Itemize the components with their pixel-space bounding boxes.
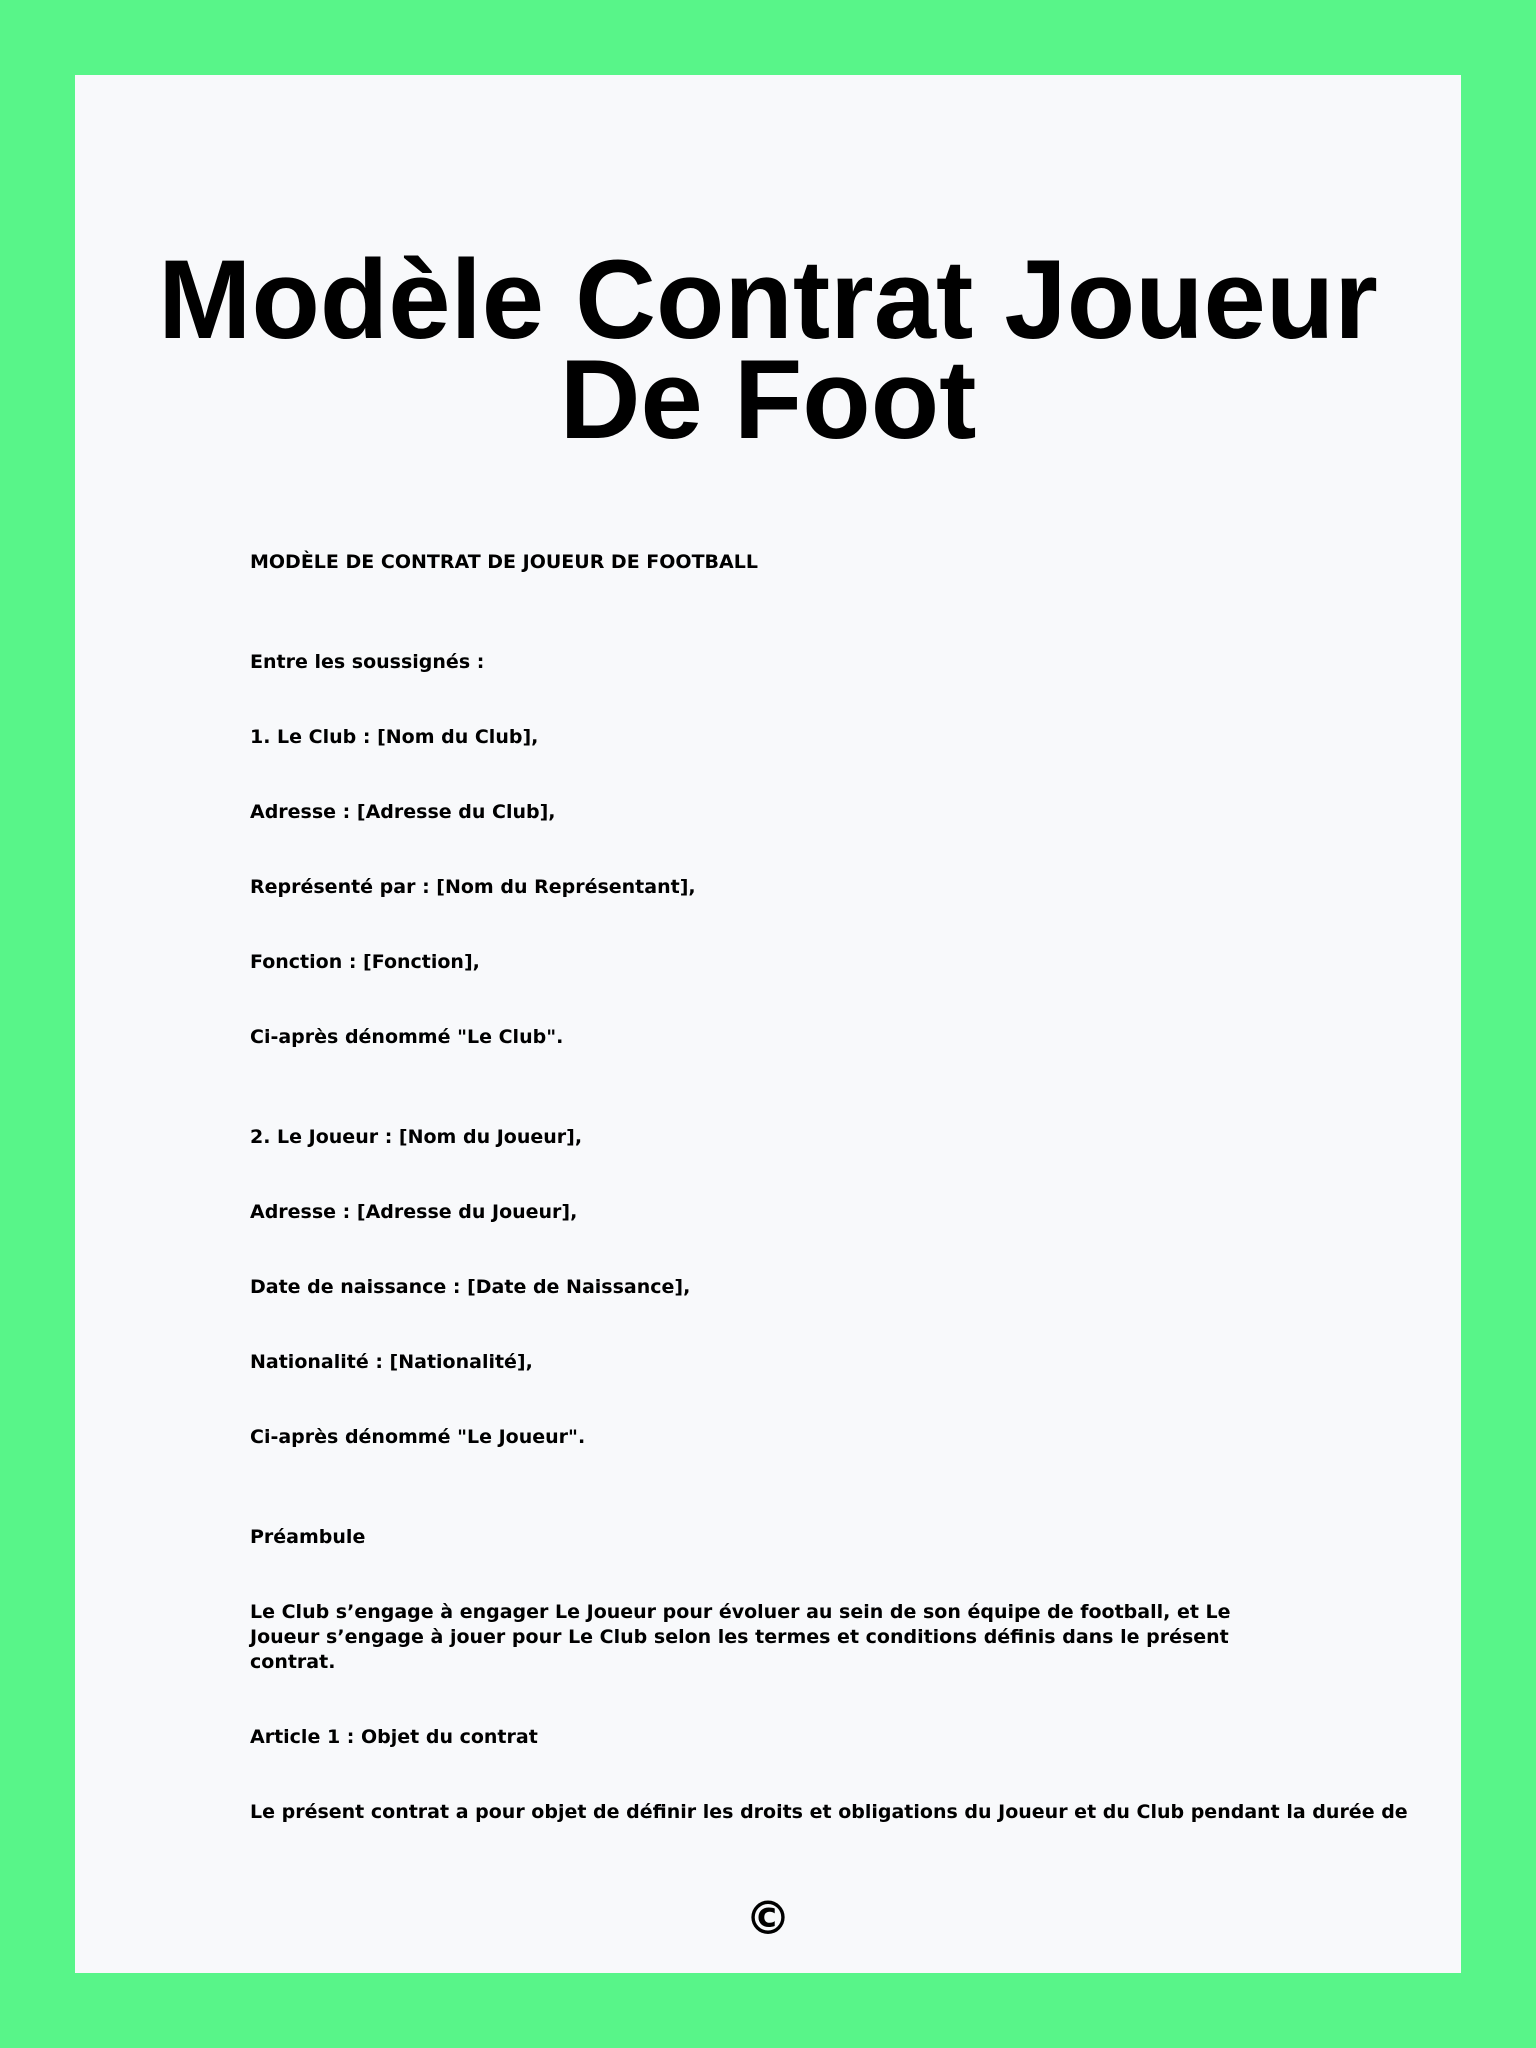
article-1-text: Le présent contrat a pour objet de définir les droits et obligations du Joueur et du Club pendant la durée de <box>250 1801 1408 1823</box>
preamble-text: Le Club s’engage à engager Le Joueur pour évoluer au sein de son équipe de football, et Le Joueur s’engage à jouer pour Le Club selon les termes et conditions définis dans le présent contrat. <box>250 1601 1231 1673</box>
club-designation-line: Ci-après dénommé "Le Club". <box>250 1026 564 1048</box>
club-address-line: Adresse : [Adresse du Club], <box>250 801 556 823</box>
player-name-line: 2. Le Joueur : [Nom du Joueur], <box>250 1126 583 1148</box>
player-designation-line: Ci-après dénommé "Le Joueur". <box>250 1426 586 1448</box>
document-page <box>75 75 1461 1973</box>
copyright-icon: © <box>745 1891 791 1945</box>
page-title: Modèle Contrat Joueur De Foot <box>158 237 1378 462</box>
club-function-line: Fonction : [Fonction], <box>250 951 480 973</box>
club-representative-line: Représenté par : [Nom du Représentant], <box>250 876 696 898</box>
preamble-heading: Préambule <box>250 1526 366 1548</box>
player-birthdate-line: Date de naissance : [Date de Naissance], <box>250 1276 691 1298</box>
player-nationality-line: Nationalité : [Nationalité], <box>250 1351 533 1373</box>
club-name-line: 1. Le Club : [Nom du Club], <box>250 726 539 748</box>
intro-text: Entre les soussignés : <box>250 651 485 673</box>
player-address-line: Adresse : [Adresse du Joueur], <box>250 1201 578 1223</box>
contract-heading: MODÈLE DE CONTRAT DE JOUEUR DE FOOTBALL <box>250 551 758 573</box>
article-1-heading: Article 1 : Objet du contrat <box>250 1726 538 1748</box>
